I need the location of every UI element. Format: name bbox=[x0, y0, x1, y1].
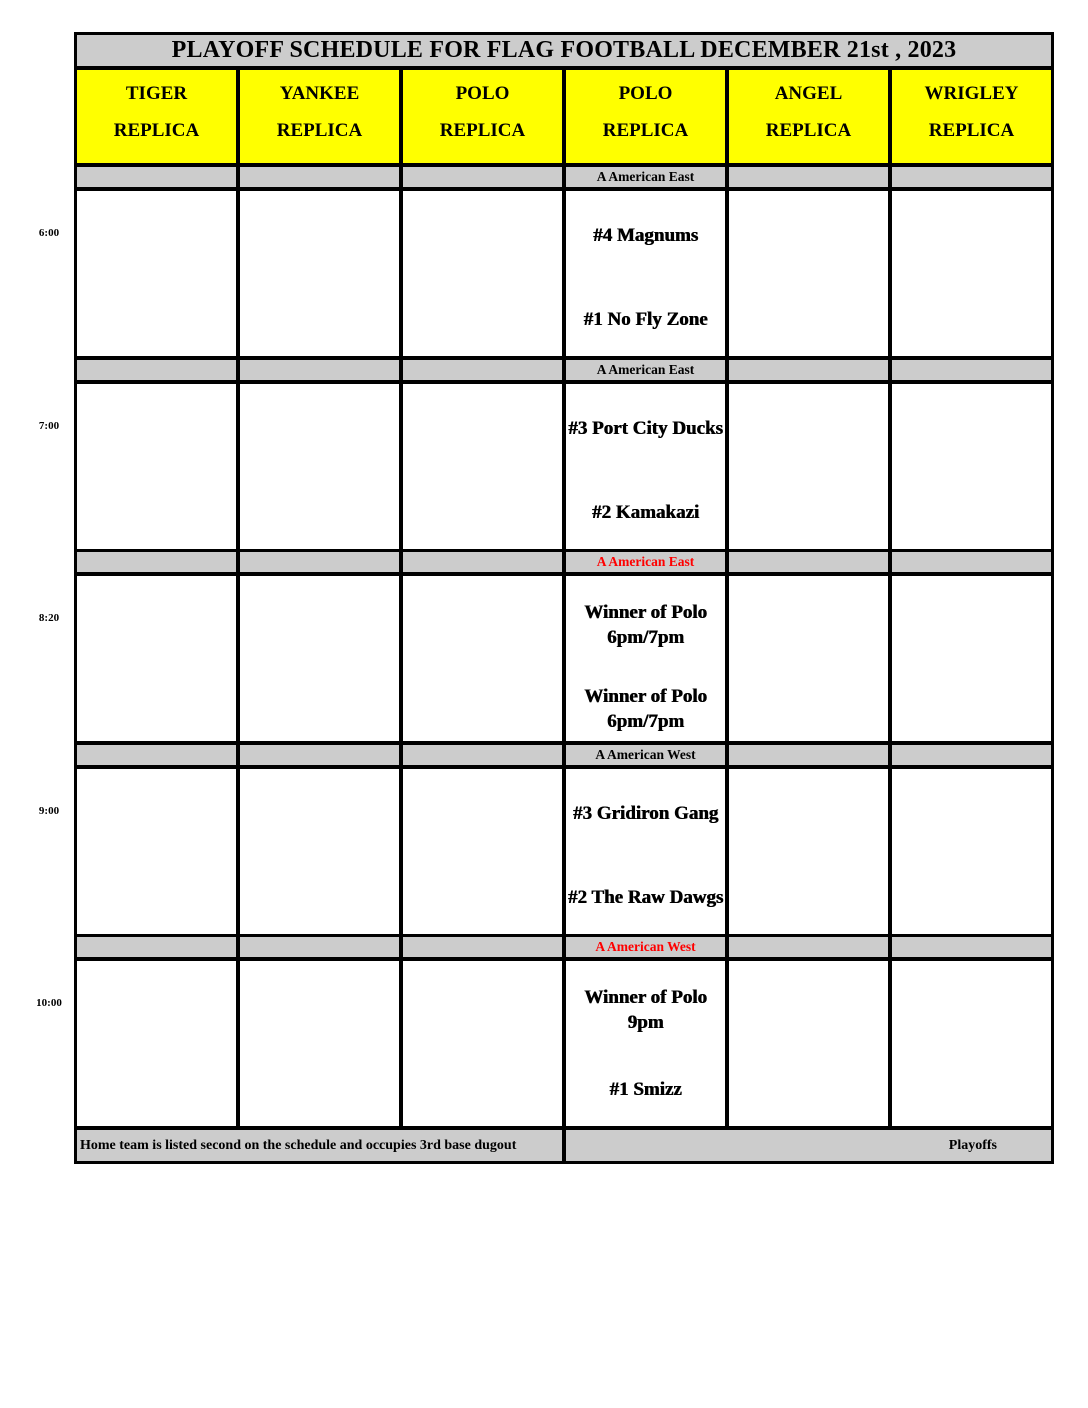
empty-slot bbox=[240, 769, 399, 934]
venue-type: REPLICA bbox=[113, 120, 200, 141]
division-strip bbox=[403, 360, 562, 380]
empty-slot bbox=[403, 961, 562, 1126]
empty-slot bbox=[77, 384, 236, 549]
venue-name: ANGEL bbox=[774, 83, 843, 104]
division-strip bbox=[403, 745, 562, 765]
empty-slot bbox=[892, 384, 1051, 549]
venue-header bbox=[77, 70, 236, 163]
empty-slot bbox=[77, 191, 236, 356]
home-team: #2 Kamakazi bbox=[591, 501, 700, 523]
division-strip bbox=[77, 360, 236, 380]
division-strip bbox=[729, 745, 888, 765]
division-strip bbox=[892, 745, 1051, 765]
away-team: #4 Magnums bbox=[592, 224, 699, 246]
division-strip bbox=[403, 937, 562, 957]
home-team: #1 No Fly Zone bbox=[583, 308, 708, 330]
division-label: A American West bbox=[566, 745, 725, 765]
division-strip bbox=[403, 167, 562, 187]
empty-slot bbox=[403, 384, 562, 549]
division-label: A American East bbox=[566, 552, 725, 572]
empty-slot bbox=[892, 576, 1051, 741]
division-strip bbox=[77, 745, 236, 765]
game-cell bbox=[566, 961, 725, 1126]
empty-slot bbox=[77, 576, 236, 741]
division-strip bbox=[403, 552, 562, 572]
away-team: Winner of Polo 9pm bbox=[584, 987, 707, 1033]
empty-slot bbox=[892, 961, 1051, 1126]
away-team: Winner of Polo 6pm/7pm bbox=[584, 602, 707, 648]
division-strip bbox=[240, 745, 399, 765]
empty-slot bbox=[729, 191, 888, 356]
empty-slot bbox=[403, 191, 562, 356]
venue-type: REPLICA bbox=[602, 120, 689, 141]
venue-type: REPLICA bbox=[439, 120, 526, 141]
venue-name: TIGER bbox=[125, 83, 188, 104]
division-strip bbox=[77, 552, 236, 572]
footer-note: Home team is listed second on the schedule and occupies 3rd base dugout bbox=[77, 1130, 562, 1161]
division-label: A American West bbox=[566, 937, 725, 957]
division-strip bbox=[729, 167, 888, 187]
empty-slot bbox=[403, 769, 562, 934]
division-strip bbox=[892, 167, 1051, 187]
venue-name: POLO bbox=[455, 83, 510, 104]
time-label: 7:00 bbox=[38, 420, 60, 432]
venue-name: YANKEE bbox=[279, 83, 360, 104]
empty-slot bbox=[240, 576, 399, 741]
division-strip bbox=[729, 360, 888, 380]
empty-slot bbox=[240, 961, 399, 1126]
game-cell bbox=[566, 769, 725, 934]
division-label: A American East bbox=[566, 167, 725, 187]
division-strip bbox=[240, 167, 399, 187]
empty-slot bbox=[240, 384, 399, 549]
venue-type: REPLICA bbox=[765, 120, 852, 141]
home-team: #1 Smizz bbox=[609, 1078, 682, 1100]
game-cell bbox=[566, 384, 725, 549]
venue-name: WRIGLEY bbox=[924, 83, 1019, 104]
venue-type: REPLICA bbox=[928, 120, 1015, 141]
game-cell bbox=[566, 576, 725, 741]
empty-slot bbox=[77, 961, 236, 1126]
division-strip bbox=[729, 552, 888, 572]
empty-slot bbox=[729, 384, 888, 549]
empty-slot bbox=[729, 576, 888, 741]
empty-slot bbox=[77, 769, 236, 934]
venue-header bbox=[566, 70, 725, 163]
time-label: 9:00 bbox=[38, 805, 60, 817]
division-strip bbox=[729, 937, 888, 957]
time-label: 6:00 bbox=[38, 227, 60, 239]
home-team: #2 The Raw Dawgs bbox=[567, 886, 724, 908]
empty-slot bbox=[403, 576, 562, 741]
page-title: PLAYOFF SCHEDULE FOR FLAG FOOTBALL DECEMBER 21st , 2023 bbox=[77, 35, 1051, 66]
division-label: A American East bbox=[566, 360, 725, 380]
division-strip bbox=[892, 937, 1051, 957]
division-strip bbox=[240, 360, 399, 380]
division-strip bbox=[892, 552, 1051, 572]
venue-name: POLO bbox=[618, 83, 673, 104]
footer-label: Playoffs bbox=[566, 1130, 1051, 1161]
venue-type: REPLICA bbox=[276, 120, 363, 141]
venue-header bbox=[729, 70, 888, 163]
empty-slot bbox=[729, 961, 888, 1126]
venue-header bbox=[403, 70, 562, 163]
division-strip bbox=[240, 937, 399, 957]
division-strip bbox=[892, 360, 1051, 380]
division-strip bbox=[240, 552, 399, 572]
time-label: 10:00 bbox=[36, 997, 62, 1009]
division-strip bbox=[77, 937, 236, 957]
empty-slot bbox=[729, 769, 888, 934]
venue-header bbox=[892, 70, 1051, 163]
venue-header bbox=[240, 70, 399, 163]
away-team: #3 Gridiron Gang bbox=[572, 802, 719, 824]
empty-slot bbox=[240, 191, 399, 356]
empty-slot bbox=[892, 191, 1051, 356]
schedule-table bbox=[74, 32, 1054, 1164]
division-strip bbox=[77, 167, 236, 187]
time-label: 8:20 bbox=[38, 612, 60, 624]
home-team: Winner of Polo 6pm/7pm bbox=[584, 686, 707, 732]
empty-slot bbox=[892, 769, 1051, 934]
away-team: #3 Port City Ducks bbox=[568, 417, 723, 439]
game-cell bbox=[566, 191, 725, 356]
